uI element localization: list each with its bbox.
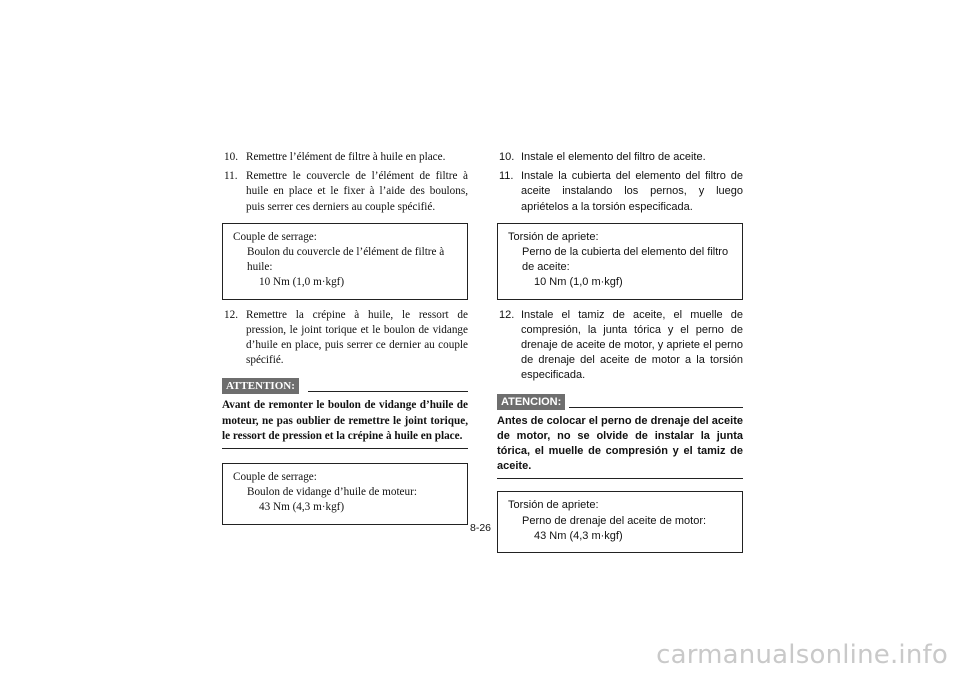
warning-text-fr: Avant de remonter le boulon de vidange d’huile de moteur, ne pas oublier de remettre le joint torique, le ressort de pression et la crépine à huile en place.	[222, 398, 468, 449]
step-12-es	[493, 308, 743, 384]
warning-label: ATENCION:	[497, 394, 565, 410]
step-text: Remettre la crépine à huile, le ressort de pression, le joint torique et le boulon de vidange d’huile en place, puis serrer ce dernier au couple spécifié.	[246, 308, 468, 367]
step-number: 12.	[224, 308, 238, 321]
warning-header-fr	[218, 378, 468, 398]
step-number: 10.	[499, 151, 515, 163]
torque-item: Boulon du couvercle de l’élément de filtre à huile:	[247, 246, 445, 274]
step-number: 12.	[499, 308, 515, 321]
torque-box-2-es	[497, 491, 743, 553]
torque-title: Couple de serrage:	[233, 230, 317, 243]
step-text: Instale la cubierta del elemento del filtro de aceite instalando los pernos, y luego apriételos a la torsión especificada.	[521, 170, 743, 213]
step-10-fr	[218, 150, 468, 165]
step-number: 10.	[224, 151, 238, 163]
step-11-fr	[218, 169, 468, 215]
step-text: Remettre l’élément de filtre à huile en place.	[246, 151, 446, 163]
warning-text-es: Antes de colocar el perno de drenaje del aceite de motor, no se olvide de instalar la junta tórica, el muelle de compresión y el tamiz de aceite.	[497, 414, 743, 480]
torque-box-2-fr	[222, 463, 468, 525]
warning-label: ATTENTION:	[222, 378, 299, 394]
step-text: Remettre le couvercle de l’élément de filtre à huile en place et le fixer à l’aide des boulons, puis serrer ces derniers au couple spécifié.	[246, 170, 468, 213]
torque-item: Boulon de vidange d’huile de moteur:	[247, 486, 417, 499]
step-text: Instale el tamiz de aceite, el muelle de compresión, la junta tórica y el perno de drenaje de aceite de motor, y apriete el perno de drenaje del aceite de motor a la torsión especificada.	[521, 308, 743, 382]
step-12-fr	[218, 308, 468, 369]
torque-value: 43 Nm (4,3 m·kgf)	[259, 501, 345, 514]
torque-value: 10 Nm (1,0 m·kgf)	[259, 276, 345, 289]
warning-rule	[569, 407, 743, 408]
torque-box-1-es	[497, 223, 743, 300]
step-number: 11.	[224, 170, 238, 183]
torque-value: 10 Nm (1,0 m·kgf)	[534, 276, 623, 289]
torque-title: Torsión de apriete:	[508, 230, 599, 243]
page-number: 8-26	[470, 522, 492, 534]
torque-box-1-fr	[222, 223, 468, 300]
torque-title: Couple de serrage:	[233, 471, 317, 484]
step-10-es	[493, 150, 743, 165]
step-11-es	[493, 169, 743, 215]
watermark-text: carmanualsonline.info	[656, 640, 948, 670]
torque-value: 43 Nm (4,3 m·kgf)	[534, 529, 623, 542]
torque-item: Perno de la cubierta del elemento del filtro de aceite:	[522, 246, 729, 274]
spanish-column	[493, 150, 743, 561]
warning-header-es	[493, 394, 743, 414]
torque-item: Perno de drenaje del aceite de motor:	[522, 514, 707, 527]
step-text: Instale el elemento del filtro de aceite.	[521, 151, 706, 163]
warning-rule	[308, 391, 468, 392]
step-number: 11.	[499, 170, 514, 183]
french-column	[218, 150, 468, 533]
torque-title: Torsión de apriete:	[508, 499, 599, 512]
